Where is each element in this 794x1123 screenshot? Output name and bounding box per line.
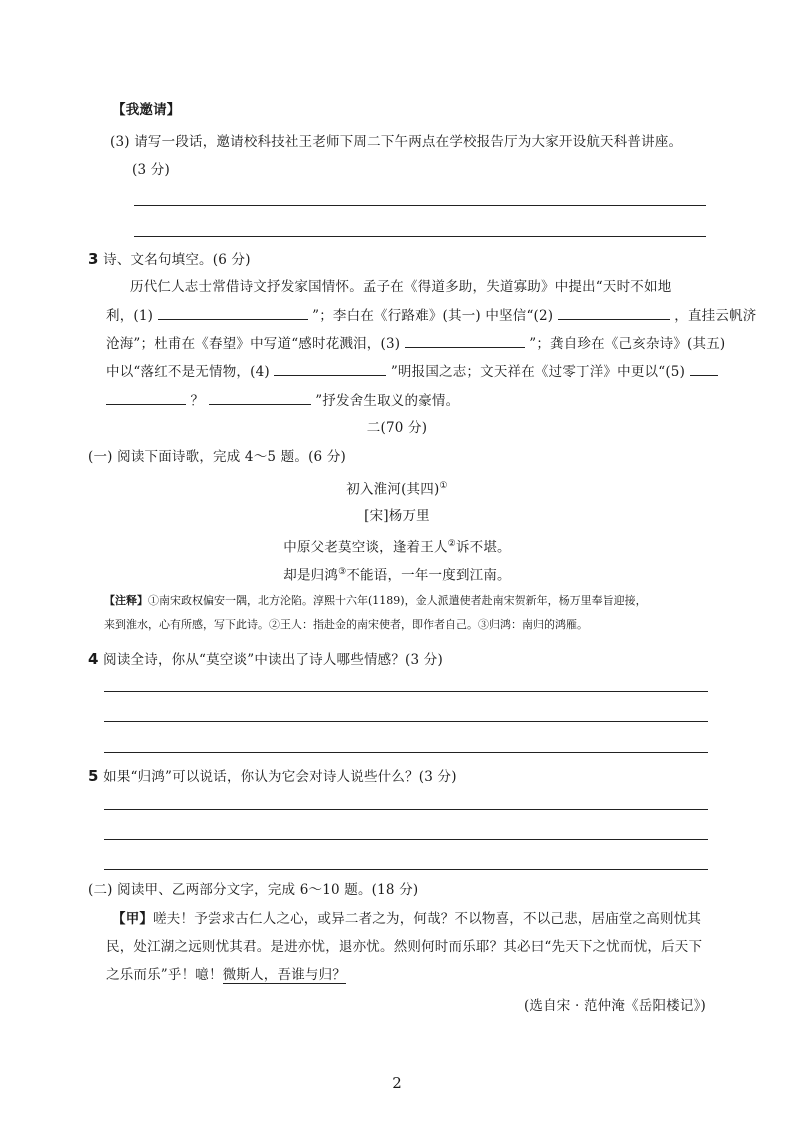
- poem-title-line: [0, 476, 794, 500]
- q4-heading: [88, 649, 443, 670]
- q3-line1: 历代仁人志士常借诗文抒发家国情怀。孟子在《得道多助，失道寡助》中提出“天时不如地: [130, 279, 672, 295]
- jia-line-3: [106, 965, 346, 985]
- q3-title: 诗、文名句填空。(6 分): [103, 252, 251, 268]
- poem-line-2: [0, 562, 794, 586]
- answer-line[interactable]: [104, 839, 708, 840]
- poem-title-note: ①: [439, 481, 448, 491]
- answer-line[interactable]: [134, 236, 706, 237]
- answer-line[interactable]: [104, 691, 708, 692]
- q3-heading: [88, 249, 251, 270]
- jia-line1-text: 嗟夫！予尝求古仁人之心，或异二者之为，何哉？不以物喜，不以己悲，居庙堂之高则忧其: [153, 911, 702, 927]
- q5-heading: [88, 766, 457, 787]
- invite-q3-text: (3) 请写一段话，邀请校科技社王老师下周二下午两点在学校报告厅为大家开设航天科普讲座。: [110, 134, 683, 150]
- source-citation: (选自宋 · 范仲淹《岳阳楼记》): [523, 998, 706, 1014]
- page-number: 2: [392, 1074, 402, 1092]
- blank-6[interactable]: [209, 390, 311, 405]
- answer-line[interactable]: [104, 809, 708, 810]
- answer-line[interactable]: [104, 869, 708, 870]
- invite-header: 【我邀请】: [112, 102, 181, 118]
- poem-line2-note: ③: [338, 567, 347, 577]
- q3-line4-b: ”明报国之志；文天祥在《过零丁洋》中更以“(5): [390, 364, 686, 380]
- q5-text: 如果“归鸿”可以说话，你认为它会对诗人说些什么？(3 分): [103, 769, 457, 785]
- blank-5b[interactable]: [106, 390, 186, 405]
- q4-text: 阅读全诗，你从“莫空谈”中读出了诗人哪些情感？(3 分): [103, 652, 443, 668]
- q3-number: 3: [88, 250, 99, 268]
- invite-q3-score: (3 分): [132, 162, 170, 178]
- poem-line2-a: 却是归鸿: [283, 567, 339, 584]
- answer-line[interactable]: [134, 205, 706, 206]
- blank-3[interactable]: [405, 333, 525, 348]
- q3-line3-b: ”；龚自珍在《己亥杂诗》(其五): [529, 336, 726, 352]
- jia-line-2: 民，处江湖之远则忧其君。是进亦忧，退亦忧。然则何时而乐耶？其必曰“先天下之忧而忧，后天下: [106, 939, 703, 955]
- q5-number: 5: [88, 767, 99, 785]
- poem-author: [宋]杨万里: [364, 508, 430, 524]
- q3-line5: [106, 390, 459, 411]
- q3-line3-a: 沧海”；杜甫在《春望》中写道“感时花溅泪，(3): [106, 336, 401, 352]
- poem-line1-note: ②: [447, 539, 456, 549]
- note-label: 【注释】: [104, 594, 148, 607]
- jia-label: 【甲】: [112, 911, 154, 927]
- poem-line1-a: 中原父老莫空谈，逢着王人: [283, 539, 448, 556]
- note-line-1: [104, 592, 647, 610]
- part1-intro: (一) 阅读下面诗歌，完成 4～5 题。(6 分): [88, 449, 346, 465]
- q3-line5-a: ？: [190, 393, 205, 409]
- q3-line2-c: ，直挂云帆济: [674, 308, 757, 324]
- q3-line4-a: 中以“落红不是无情物，(4): [106, 364, 270, 380]
- poem-line1-b: 诉不堪。: [455, 539, 511, 556]
- q3-line2: [106, 305, 756, 326]
- note-text-1: ①南宋政权偏安一隅，北方沦陷。淳熙十六年(1189)，金人派遣使者赴南宋贺新年，杨万里奉旨迎接，: [148, 594, 647, 607]
- jia-underlined-sentence: 微斯人，吾谁与归？: [222, 967, 347, 983]
- blank-1[interactable]: [158, 305, 308, 320]
- blank-4[interactable]: [274, 361, 386, 376]
- q3-line4: [106, 361, 718, 382]
- q3-line3: [106, 333, 725, 354]
- q3-line2-a: 利，(1): [106, 308, 154, 324]
- blank-5a[interactable]: [690, 361, 718, 376]
- q4-number: 4: [88, 650, 99, 668]
- q3-line5-b: ”抒发舍生取义的豪情。: [315, 393, 460, 409]
- section2-title: 二(70 分): [366, 420, 428, 436]
- jia-line3-a: 之乐而乐”乎！噫！: [106, 967, 223, 983]
- poem-title: 初入淮河(其四): [346, 481, 440, 498]
- answer-line[interactable]: [104, 721, 708, 722]
- note-line-2: 来到淮水，心有所感，写下此诗。②王人：指赴金的南宋使者，即作者自己。③归鸿：南归的鸿雁。: [104, 618, 588, 631]
- poem-line-1: [0, 534, 794, 558]
- answer-line[interactable]: [104, 752, 708, 753]
- poem-line2-b: 不能语，一年一度到江南。: [346, 567, 511, 584]
- jia-line-1: [112, 909, 701, 929]
- part2-intro: (二) 阅读甲、乙两部分文字，完成 6～10 题。(18 分): [88, 882, 419, 898]
- blank-2[interactable]: [558, 305, 670, 320]
- q3-line2-b: ”；李白在《行路难》(其一) 中坚信“(2): [312, 308, 554, 324]
